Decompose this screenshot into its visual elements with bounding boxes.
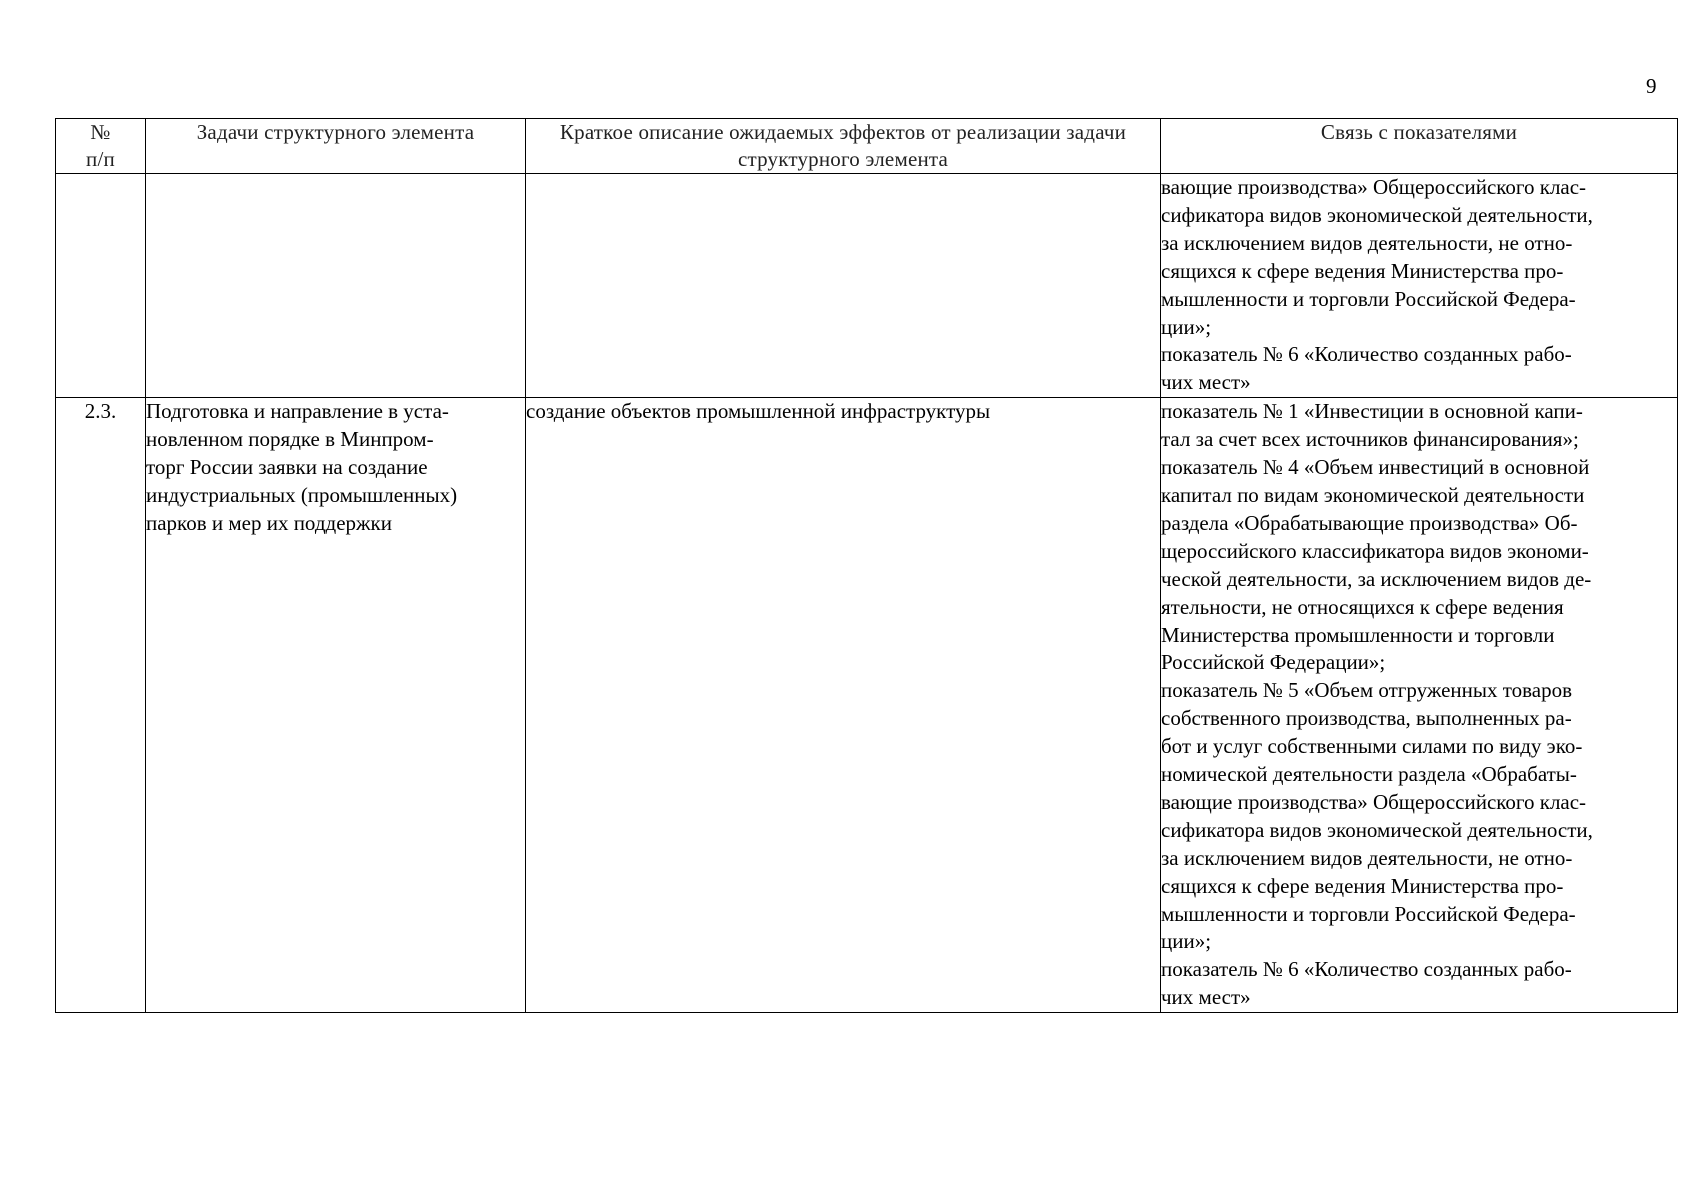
effect-cell (526, 398, 1161, 1013)
page-number: 9 (1646, 74, 1657, 98)
indicator-line: ческой деятельности, за исключением видов де- (1161, 566, 1592, 591)
indicator-line: показатель № 1 «Инвестиции в основной капи- (1161, 399, 1583, 424)
indicator-line: сификатора видов экономической деятельности, (1161, 817, 1593, 842)
task-line: индустриальных (промышленных) (146, 482, 458, 507)
task-line: новленном порядке в Минпром- (146, 427, 434, 452)
indicator-line: сящихся к сфере ведения Министерства про- (1161, 258, 1564, 283)
indicator-line: сящихся к сфере ведения Министерства про- (1161, 873, 1564, 898)
table-row (56, 398, 1678, 1013)
structural-element-table (55, 118, 1678, 1013)
indicator-line: ции»; (1161, 314, 1212, 339)
row-number-cell (56, 174, 146, 398)
indicator-line: номической деятельности раздела «Обрабаты- (1161, 762, 1577, 787)
indicator-line: показатель № 5 «Объем отгруженных товаров (1161, 678, 1573, 703)
header-effects: Краткое описание ожидаемых эффектов от реализации задачи структурного элемента (526, 119, 1161, 174)
indicator-line: показатель № 6 «Количество созданных рабо- (1161, 957, 1572, 982)
indicator-line: собственного производства, выполненных ра- (1161, 706, 1572, 731)
indicator-line: Российской Федерации»; (1161, 650, 1386, 675)
indicator-line: сификатора видов экономической деятельности, (1161, 202, 1593, 227)
indicator-cell (1161, 398, 1678, 1013)
indicator-line: чих мест» (1161, 370, 1251, 395)
row-number-cell: 2.3. (56, 398, 146, 1013)
indicator-line: вающие производства» Общероссийского клас- (1161, 789, 1587, 814)
indicator-cell (1161, 174, 1678, 398)
indicator-line: чих мест» (1161, 985, 1251, 1010)
table-row (56, 174, 1678, 398)
task-cell (146, 398, 526, 1013)
indicator-line: мышленности и торговли Российской Федера- (1161, 901, 1576, 926)
indicator-line: показатель № 4 «Объем инвестиций в основной (1161, 455, 1590, 480)
indicator-line: показатель № 6 «Количество созданных рабо- (1161, 342, 1572, 367)
indicator-line: щероссийского классификатора видов экономи- (1161, 538, 1589, 563)
effect-cell (526, 174, 1161, 398)
header-number: № п/п (56, 119, 146, 174)
indicator-line: за исключением видов деятельности, не отно- (1161, 845, 1573, 870)
indicator-line: вающие производства» Общероссийского клас- (1161, 175, 1587, 199)
indicator-line: мышленности и торговли Российской Федера- (1161, 286, 1576, 311)
table-header-row (56, 119, 1678, 174)
indicator-line: ции»; (1161, 929, 1212, 954)
indicator-line: бот и услуг собственными силами по виду эко- (1161, 734, 1583, 759)
indicator-line: раздела «Обрабатывающие производства» Об- (1161, 510, 1578, 535)
task-line: Подготовка и направление в уста- (146, 399, 449, 424)
indicator-line: ятельности, не относящихся к сфере ведения (1161, 594, 1564, 619)
indicator-line: за исключением видов деятельности, не отно- (1161, 230, 1573, 255)
task-line: торг России заявки на создание (146, 455, 428, 480)
indicator-line: Министерства промышленности и торговли (1161, 622, 1555, 647)
task-cell (146, 174, 526, 398)
header-tasks: Задачи структурного элемента (146, 119, 526, 174)
effect-line: создание объектов промышленной инфраструктуры (526, 399, 991, 424)
task-line: парков и мер их поддержки (146, 510, 392, 535)
indicator-line: тал за счет всех источников финансирования»; (1161, 427, 1579, 452)
indicator-line: капитал по видам экономической деятельности (1161, 482, 1585, 507)
header-indicators: Связь с показателями (1161, 119, 1678, 174)
